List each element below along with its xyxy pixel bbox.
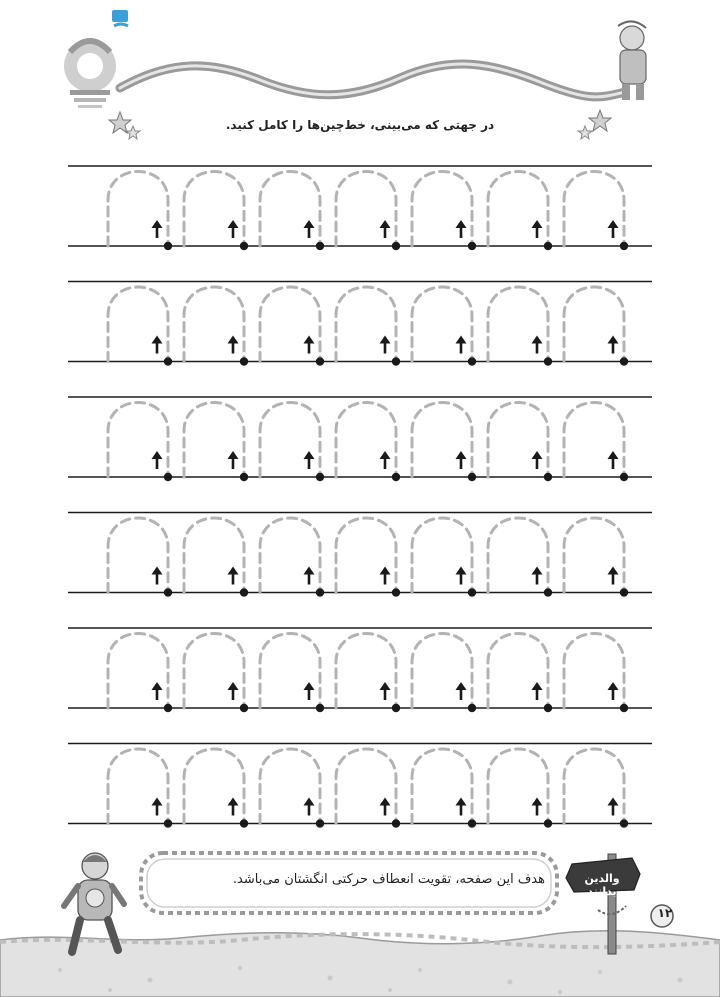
trace-arch <box>488 634 552 713</box>
dashed-arch-path <box>488 634 548 709</box>
tracing-row <box>68 513 652 597</box>
trace-arch <box>184 749 248 828</box>
dashed-arch-path <box>564 172 624 247</box>
dashed-arch-path <box>108 172 168 247</box>
up-arrow-icon <box>152 567 163 585</box>
dashed-arch-path <box>260 634 320 709</box>
trace-arch <box>412 749 476 828</box>
start-dot <box>316 242 324 250</box>
start-dot <box>468 357 476 365</box>
dashed-arch-path <box>184 634 244 709</box>
start-dot <box>620 588 628 596</box>
trace-arch <box>488 403 552 482</box>
tracing-row <box>68 744 652 828</box>
star-icon <box>109 112 131 133</box>
boy-figure-icon <box>64 853 124 952</box>
up-arrow-icon <box>380 682 391 700</box>
dashed-arch-path <box>336 634 396 709</box>
trace-arch <box>564 403 628 482</box>
dashed-arch-path <box>564 403 624 478</box>
up-arrow-icon <box>380 336 391 354</box>
trace-arch <box>336 518 400 597</box>
trace-arch <box>260 172 324 251</box>
up-arrow-icon <box>608 220 619 238</box>
dashed-arch-path <box>412 749 472 824</box>
up-arrow-icon <box>608 451 619 469</box>
dashed-arch-path <box>184 518 244 593</box>
trace-arch <box>184 403 248 482</box>
dashed-arch-path <box>412 518 472 593</box>
trace-arch <box>412 172 476 251</box>
dashed-arch-path <box>488 749 548 824</box>
start-dot <box>240 242 248 250</box>
start-dot <box>164 704 172 712</box>
start-dot <box>620 704 628 712</box>
start-dot <box>544 473 552 481</box>
start-dot <box>164 588 172 596</box>
up-arrow-icon <box>380 451 391 469</box>
start-dot <box>620 819 628 827</box>
trace-arch <box>260 749 324 828</box>
start-dot <box>240 357 248 365</box>
start-dot <box>544 242 552 250</box>
start-dot <box>620 357 628 365</box>
dashed-arch-path <box>564 634 624 709</box>
dashed-arch-path <box>336 518 396 593</box>
wavy-ribbon <box>120 64 625 97</box>
up-arrow-icon <box>228 451 239 469</box>
trace-arch <box>260 518 324 597</box>
start-dot <box>544 357 552 365</box>
up-arrow-icon <box>608 567 619 585</box>
trace-arch <box>564 518 628 597</box>
dashed-arch-path <box>488 518 548 593</box>
dashed-arch-path <box>184 172 244 247</box>
up-arrow-icon <box>608 336 619 354</box>
up-arrow-icon <box>152 798 163 816</box>
tracing-row <box>68 397 652 481</box>
trace-arch <box>108 634 172 713</box>
dashed-arch-path <box>108 287 168 362</box>
trace-arch <box>108 749 172 828</box>
dashed-arch-path <box>108 403 168 478</box>
start-dot <box>468 242 476 250</box>
trace-arch <box>564 172 628 251</box>
dashed-arch-path <box>564 749 624 824</box>
trace-arch <box>336 634 400 713</box>
up-arrow-icon <box>304 798 315 816</box>
tracing-row <box>68 282 652 366</box>
up-arrow-icon <box>228 682 239 700</box>
up-arrow-icon <box>380 220 391 238</box>
start-dot <box>240 819 248 827</box>
up-arrow-icon <box>152 451 163 469</box>
start-dot <box>468 704 476 712</box>
up-arrow-icon <box>228 798 239 816</box>
start-dot <box>316 819 324 827</box>
trace-arch <box>108 172 172 251</box>
start-dot <box>316 704 324 712</box>
up-arrow-icon <box>608 682 619 700</box>
start-dot <box>468 819 476 827</box>
star-icon <box>578 126 592 139</box>
up-arrow-icon <box>304 336 315 354</box>
dashed-arch-path <box>412 172 472 247</box>
trace-arch <box>488 172 552 251</box>
start-dot <box>620 473 628 481</box>
dashed-arch-path <box>108 518 168 593</box>
trace-arch <box>336 287 400 366</box>
trace-arch <box>412 634 476 713</box>
start-dot <box>392 819 400 827</box>
trace-arch <box>184 634 248 713</box>
start-dot <box>392 242 400 250</box>
start-dot <box>164 819 172 827</box>
dashed-arch-path <box>564 518 624 593</box>
trace-arch <box>412 287 476 366</box>
dashed-arch-path <box>412 403 472 478</box>
dashed-arch-path <box>260 403 320 478</box>
trace-arch <box>564 749 628 828</box>
up-arrow-icon <box>532 682 543 700</box>
up-arrow-icon <box>380 567 391 585</box>
page-number: ۱۲ <box>657 906 673 920</box>
trace-arch <box>260 403 324 482</box>
up-arrow-icon <box>152 336 163 354</box>
start-dot <box>164 242 172 250</box>
publisher-logo <box>62 8 130 112</box>
start-dot <box>164 357 172 365</box>
start-dot <box>392 704 400 712</box>
trace-arch <box>488 287 552 366</box>
trace-arch <box>336 172 400 251</box>
trace-arch <box>336 749 400 828</box>
trace-arch <box>184 287 248 366</box>
start-dot <box>316 588 324 596</box>
child-figure-icon <box>618 21 646 100</box>
tracing-grid <box>0 150 720 840</box>
start-dot <box>316 357 324 365</box>
instruction-text: در جهتی که می‌بینی، خط‌چین‌ها را کامل کنید. <box>225 118 495 132</box>
tracing-row <box>68 628 652 712</box>
trace-arch <box>184 172 248 251</box>
dashed-arch-path <box>184 749 244 824</box>
trace-arch <box>488 518 552 597</box>
start-dot <box>544 819 552 827</box>
dashed-arch-path <box>336 749 396 824</box>
trace-arch <box>412 518 476 597</box>
trace-arch <box>412 403 476 482</box>
dashed-arch-path <box>260 172 320 247</box>
up-arrow-icon <box>532 220 543 238</box>
dashed-arch-path <box>260 518 320 593</box>
up-arrow-icon <box>380 798 391 816</box>
up-arrow-icon <box>532 451 543 469</box>
footer-scene <box>0 840 720 997</box>
dashed-arch-path <box>564 287 624 362</box>
start-dot <box>392 473 400 481</box>
up-arrow-icon <box>456 336 467 354</box>
up-arrow-icon <box>152 682 163 700</box>
up-arrow-icon <box>532 567 543 585</box>
dashed-arch-path <box>336 172 396 247</box>
start-dot <box>392 357 400 365</box>
trace-arch <box>488 749 552 828</box>
up-arrow-icon <box>228 567 239 585</box>
trace-arch <box>564 287 628 366</box>
start-dot <box>544 704 552 712</box>
dashed-arch-path <box>488 403 548 478</box>
trace-arch <box>184 518 248 597</box>
dashed-arch-path <box>108 749 168 824</box>
trace-arch <box>260 287 324 366</box>
start-dot <box>392 588 400 596</box>
dashed-arch-path <box>184 403 244 478</box>
up-arrow-icon <box>456 682 467 700</box>
up-arrow-icon <box>304 682 315 700</box>
start-dot <box>620 242 628 250</box>
up-arrow-icon <box>456 567 467 585</box>
tracing-row <box>68 166 652 250</box>
start-dot <box>240 473 248 481</box>
up-arrow-icon <box>152 220 163 238</box>
up-arrow-icon <box>532 336 543 354</box>
dashed-arch-path <box>184 287 244 362</box>
up-arrow-icon <box>456 220 467 238</box>
trace-arch <box>108 403 172 482</box>
up-arrow-icon <box>456 798 467 816</box>
trace-arch <box>336 403 400 482</box>
start-dot <box>240 704 248 712</box>
star-icon <box>126 126 140 139</box>
start-dot <box>240 588 248 596</box>
dashed-arch-path <box>412 287 472 362</box>
dashed-arch-path <box>108 634 168 709</box>
up-arrow-icon <box>228 220 239 238</box>
trace-arch <box>108 518 172 597</box>
up-arrow-icon <box>456 451 467 469</box>
start-dot <box>468 473 476 481</box>
start-dot <box>164 473 172 481</box>
up-arrow-icon <box>532 798 543 816</box>
up-arrow-icon <box>608 798 619 816</box>
start-dot <box>544 588 552 596</box>
up-arrow-icon <box>228 336 239 354</box>
trace-arch <box>564 634 628 713</box>
star-icon <box>589 110 611 131</box>
parents-sign-label: والدین بدانند <box>584 872 620 898</box>
up-arrow-icon <box>304 567 315 585</box>
dashed-arch-path <box>412 634 472 709</box>
dashed-arch-path <box>336 287 396 362</box>
start-dot <box>316 473 324 481</box>
goal-text: هدف این صفحه، تقویت انعطاف حرکتی انگشتان می‌باشد. <box>232 872 545 887</box>
dashed-arch-path <box>488 287 548 362</box>
dashed-arch-path <box>260 287 320 362</box>
trace-arch <box>108 287 172 366</box>
dashed-arch-path <box>488 172 548 247</box>
up-arrow-icon <box>304 220 315 238</box>
trace-arch <box>260 634 324 713</box>
up-arrow-icon <box>304 451 315 469</box>
dashed-arch-path <box>336 403 396 478</box>
start-dot <box>468 588 476 596</box>
dashed-arch-path <box>260 749 320 824</box>
